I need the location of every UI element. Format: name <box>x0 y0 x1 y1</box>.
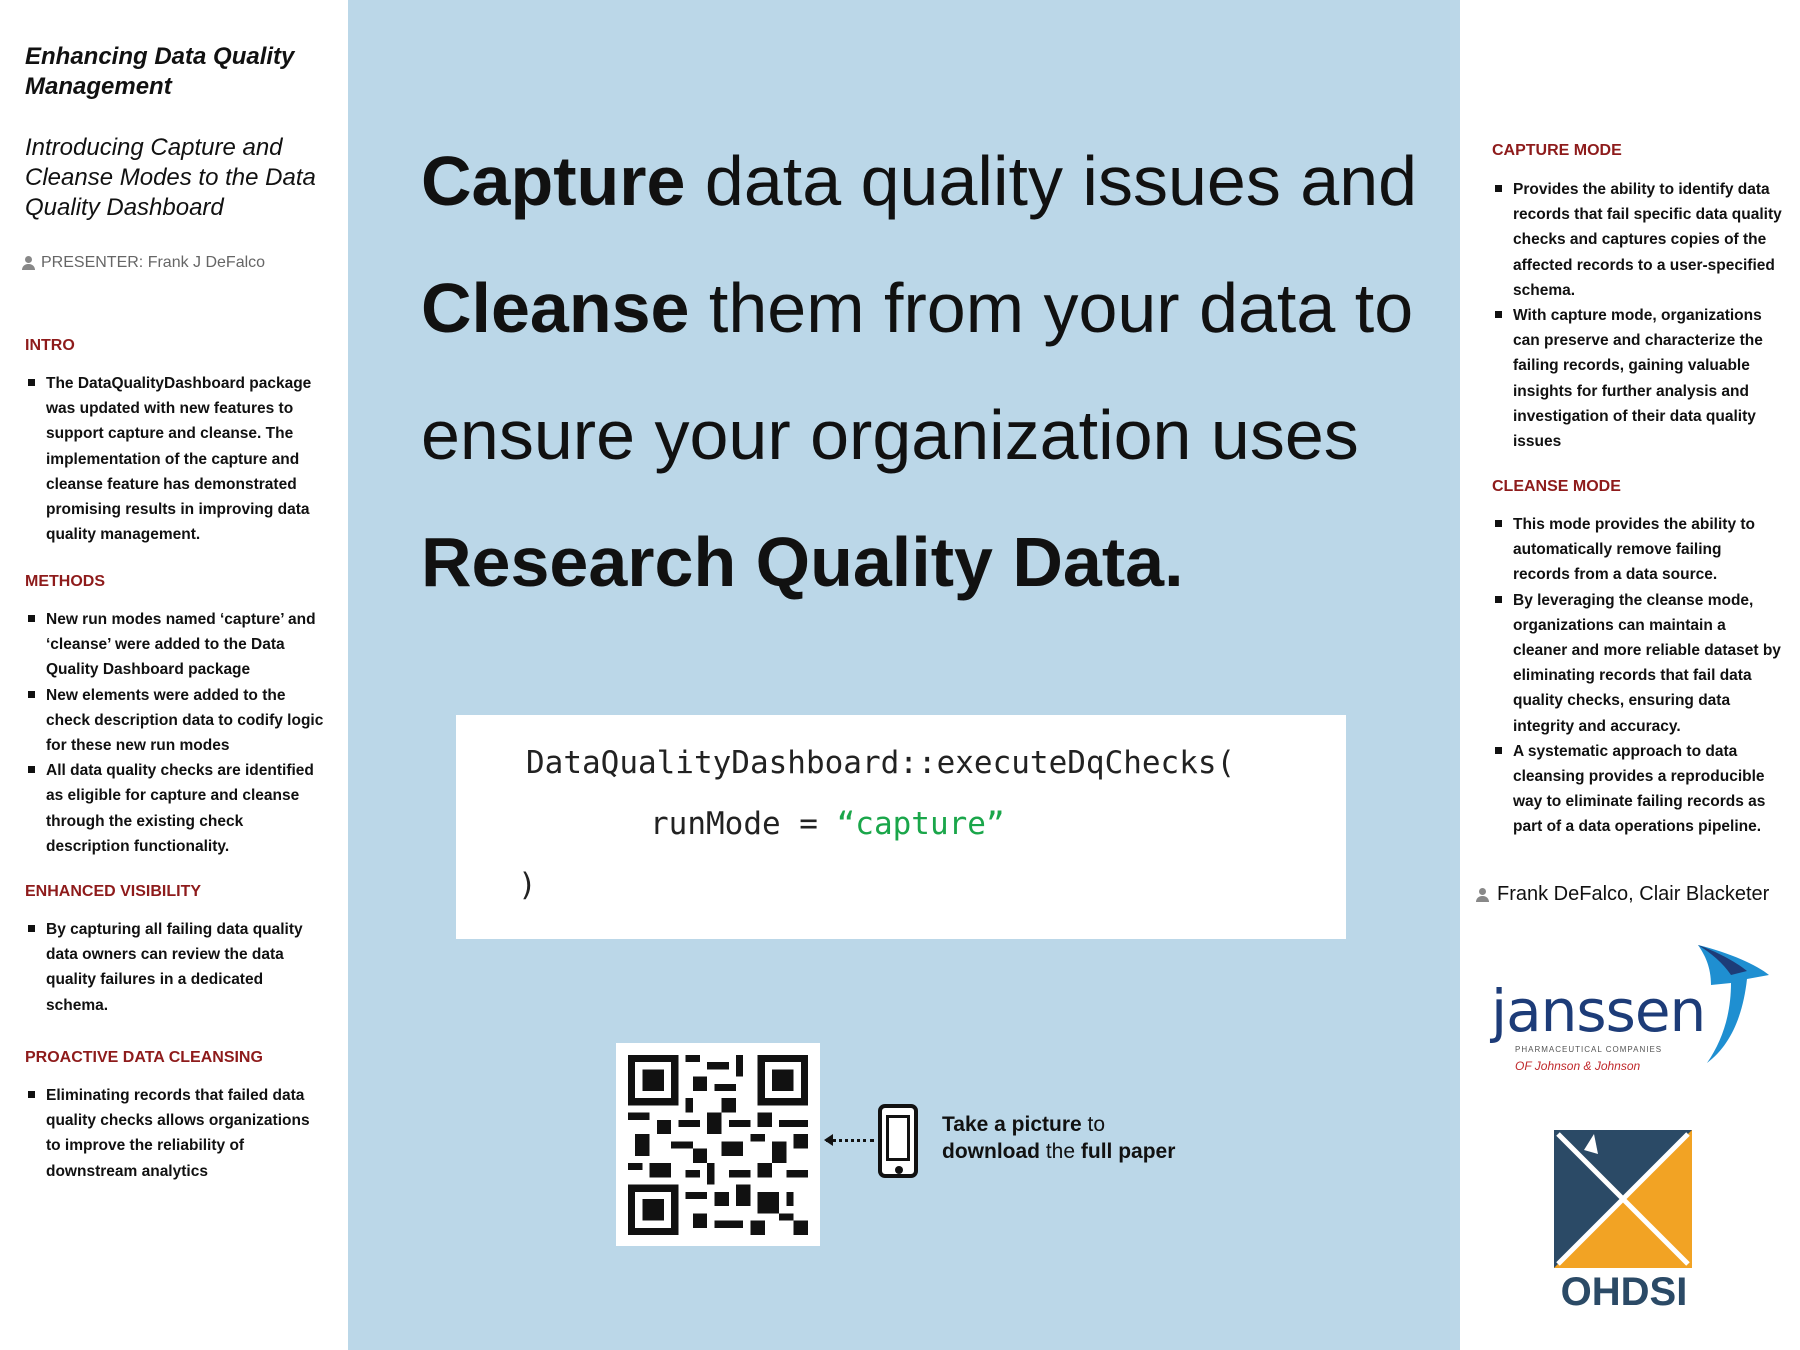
visibility-list <box>25 917 315 1018</box>
list-item: New run modes named ‘capture’ and ‘cleanse’ were added to the Data Quality Dashboard package <box>25 607 325 683</box>
dotted-arrow <box>826 1139 874 1144</box>
list-item: Eliminating records that failed data quality checks allows organizations to improve the reliability of downstream analytics <box>25 1083 325 1184</box>
list-item: By leveraging the cleanse mode, organizations can maintain a cleaner and more reliable dataset by eliminating records that fail data quality checks, ensuring data integrity and accuracy. <box>1492 588 1782 739</box>
authors <box>1476 883 1769 906</box>
cleansing-list <box>25 1083 325 1184</box>
list-item: With capture mode, organizations can preserve and characterize the failing records, gaining valuable insights for further analysis and investigation of their data quality issues <box>1492 303 1782 454</box>
code-line-3: ) <box>518 867 537 903</box>
poster-title: Enhancing Data Quality Management <box>25 43 295 100</box>
code-line-1: DataQualityDashboard::executeDqChecks( <box>526 745 1236 781</box>
code-key: runMode = <box>650 806 837 842</box>
janssen-jj: OF Johnson & Johnson <box>1515 1059 1641 1073</box>
ohdsi-wordmark: OHDSI <box>1560 1270 1688 1314</box>
cleansing-heading: PROACTIVE DATA CLEANSING <box>25 1049 263 1066</box>
cleanse-mode-heading: CLEANSE MODE <box>1492 478 1621 495</box>
authors-names: Frank DeFalco, Clair Blacketer <box>1497 883 1770 905</box>
qr-caption <box>942 1111 1175 1165</box>
headline-cleanse: Cleanse <box>421 269 690 347</box>
capture-mode-list <box>1492 177 1782 454</box>
caption-full-paper: full paper <box>1080 1140 1176 1163</box>
intro-list <box>25 371 325 547</box>
list-item: New elements were added to the check description data to codify logic for these new run modes <box>25 683 325 759</box>
qr-code[interactable] <box>616 1043 820 1246</box>
list-item: This mode provides the ability to automatically remove failing records from a data source. <box>1492 512 1782 588</box>
left-column <box>0 0 348 1350</box>
list-item: Provides the ability to identify data records that fail specific data quality checks and captures copies of the affected records to a user-specified schema. <box>1492 177 1782 303</box>
caption-the: the <box>1040 1140 1081 1163</box>
code-block <box>456 715 1346 939</box>
headline-line2: them from your data to <box>689 269 1414 347</box>
headline-research: Research Quality Data. <box>421 523 1184 601</box>
phone-icon <box>878 1104 918 1178</box>
headline-capture: Capture <box>421 142 686 220</box>
list-item: All data quality checks are identified as eligible for capture and cleanse through the existing check description functionality. <box>25 758 325 859</box>
headline <box>421 118 1441 626</box>
headline-line1: data quality issues and <box>685 142 1418 220</box>
methods-list <box>25 607 325 859</box>
code-line-2 <box>650 806 1005 842</box>
ohdsi-mark-icon <box>1554 1130 1706 1270</box>
caption-take-picture: Take a picture <box>942 1113 1082 1136</box>
janssen-wordmark: janssen <box>1491 977 1706 1045</box>
list-item: By capturing all failing data quality data owners can review the data quality failures in a dedicated schema. <box>25 917 315 1018</box>
presenter <box>22 254 265 272</box>
visibility-heading: ENHANCED VISIBILITY <box>25 883 202 900</box>
intro-heading: INTRO <box>25 337 75 354</box>
janssen-logo <box>1485 945 1785 1085</box>
list-item: The DataQualityDashboard package was updated with new features to support capture and cleanse. The implementation of the capture and cleanse feature has demonstrated promising results in improving data quality management. <box>25 371 325 547</box>
methods-heading: METHODS <box>25 573 105 590</box>
presenter-name: PRESENTER: Frank J DeFalco <box>41 254 266 271</box>
caption-to: to <box>1081 1113 1106 1136</box>
list-item: A systematic approach to data cleansing provides a reproducible way to eliminate failing records as part of a data operations pipeline. <box>1492 739 1782 840</box>
cleanse-mode-list <box>1492 512 1782 840</box>
person-icon <box>22 256 35 270</box>
person-icon <box>1476 888 1489 902</box>
capture-mode-heading: CAPTURE MODE <box>1492 142 1622 159</box>
code-string: “capture” <box>836 806 1005 842</box>
qr-code-icon <box>628 1055 808 1235</box>
ohdsi-logo <box>1548 1130 1700 1313</box>
janssen-pharma: PHARMACEUTICAL COMPANIES <box>1515 1045 1663 1054</box>
headline-line3: ensure your organization uses <box>421 396 1359 474</box>
caption-download: download <box>942 1140 1040 1163</box>
poster-subtitle: Introducing Capture and Cleanse Modes to the Data Quality Dashboard <box>25 134 316 221</box>
